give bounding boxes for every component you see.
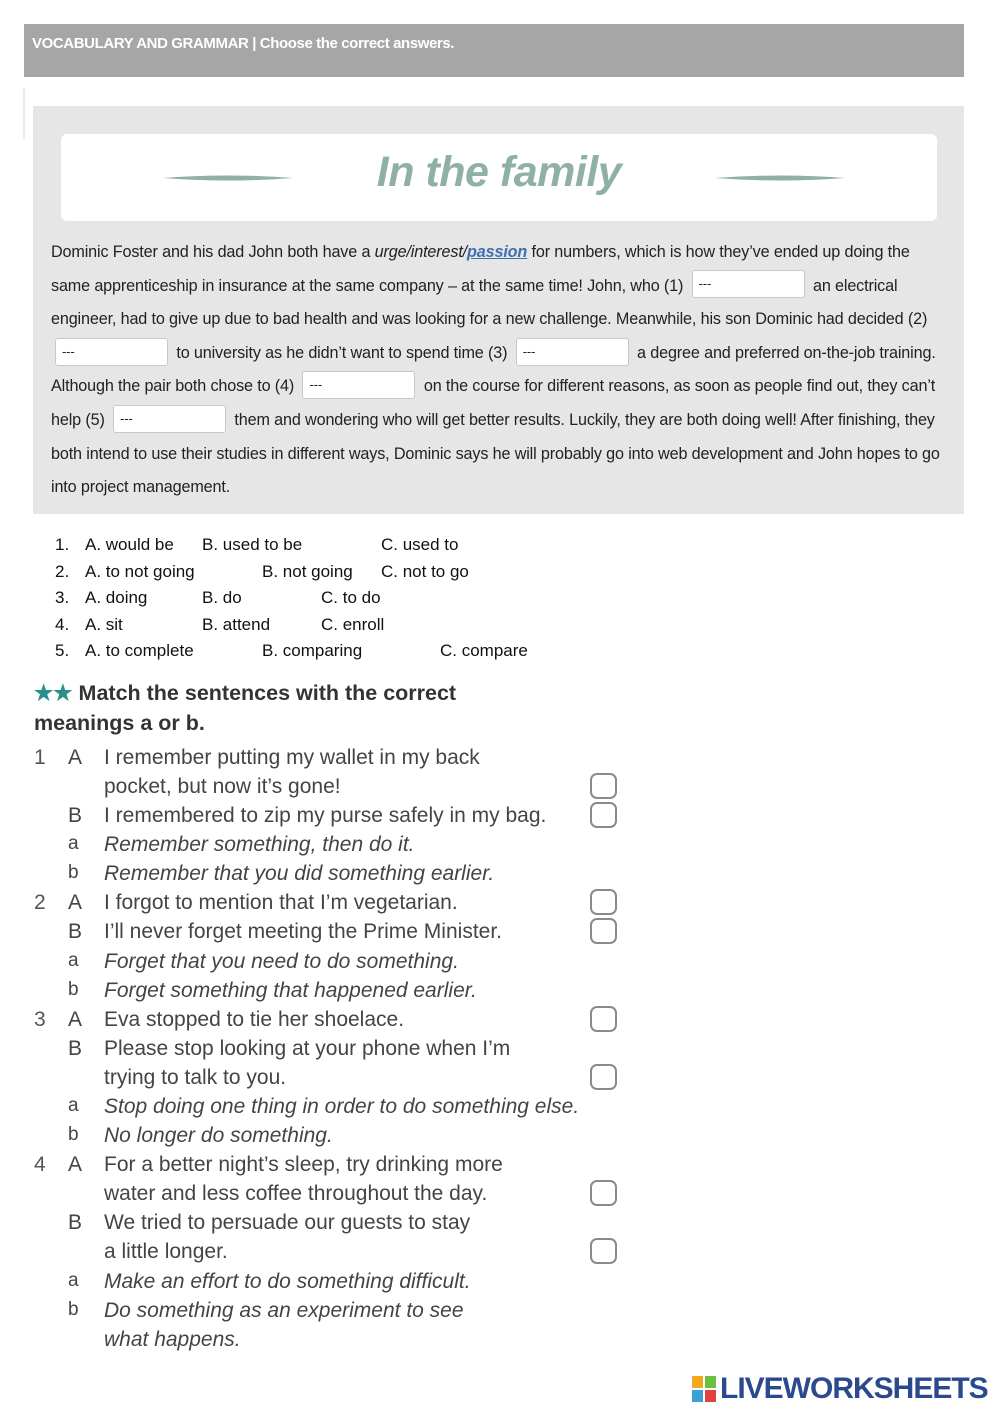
answer-checkbox[interactable] xyxy=(590,773,617,799)
answer-input-4[interactable]: --- xyxy=(302,371,415,399)
answer-checkbox[interactable] xyxy=(590,889,617,915)
answer-checkbox[interactable] xyxy=(590,1180,617,1206)
match-section-title: ★★ Match the sentences with the correct meanings a or b. xyxy=(34,681,457,735)
match-exercise: 1 A I remember putting my wallet in my back pocket, but now it’s gone! B I remembered to zip my purse safely in my bag. a Remember something, then do it. b Remember that you did something earlier. 2 A I forgot to mention that I’m vegetarian. B I’ll never forget meeting the Prime Minister. a Forget that you need to do something. b Forget something that happened earlier. 3 A Eva stopped to tie her shoelace. B Please stop looking at your phone when I’m trying to talk to you. a Stop doing one thing in order to do something else. b No longer do something. 4 A For a better night’s sleep, try drinking more water and less coffee throughout the day. B We tried to persuade our guests to stay a little longer. a Make an effort to do something difficult. b Do something as an experiment to see what happens. xyxy=(0,742,1000,1362)
answer-checkbox[interactable] xyxy=(590,1064,617,1090)
answer-input-2[interactable]: --- xyxy=(55,338,168,366)
answer-input-3[interactable]: --- xyxy=(516,338,629,366)
title-card xyxy=(61,134,937,221)
answer-input-1[interactable]: --- xyxy=(692,270,805,298)
answer-input-5[interactable]: --- xyxy=(113,405,226,433)
answer-checkbox[interactable] xyxy=(590,918,617,944)
logo-icon xyxy=(692,1376,716,1402)
section-header-title: VOCABULARY AND GRAMMAR | Choose the correct answers. xyxy=(32,35,455,52)
divider xyxy=(23,88,25,140)
highlighted-word: passion xyxy=(467,243,528,261)
answer-checkbox[interactable] xyxy=(590,1006,617,1032)
story-passage: Dominic Foster and his dad John both have a urge/interest/passion for numbers, which is how they’ve ended up doing the same apprenticeship in insurance at the same company – at the same time! John, who (1) --- an electrical engineer, had to give up due to bad health and was looking for a new challenge. Meanwhile, his son Dominic had decided (2) --- to university as he didn’t want to spend time (3) --- a degree and preferred on-the-job training. Although the pair both chose to (4) --- on the course for different reasons, as soon as people find out, they can’t help (5) --- them and wondering who will get better results. Luckily, they are both doing well! After finishing, they both intend to use their studies in different ways, Dominic says he will probably go into web development and John hopes to go into project management. xyxy=(51,243,940,497)
answer-checkbox[interactable] xyxy=(590,1238,617,1264)
answer-checkbox[interactable] xyxy=(590,802,617,828)
liveworksheets-logo: LIVEWORKSHEETS xyxy=(692,1374,988,1404)
right-flourish-icon xyxy=(715,174,845,182)
story-title: In the family xyxy=(376,148,622,196)
star-icon: ★★ xyxy=(34,681,73,705)
